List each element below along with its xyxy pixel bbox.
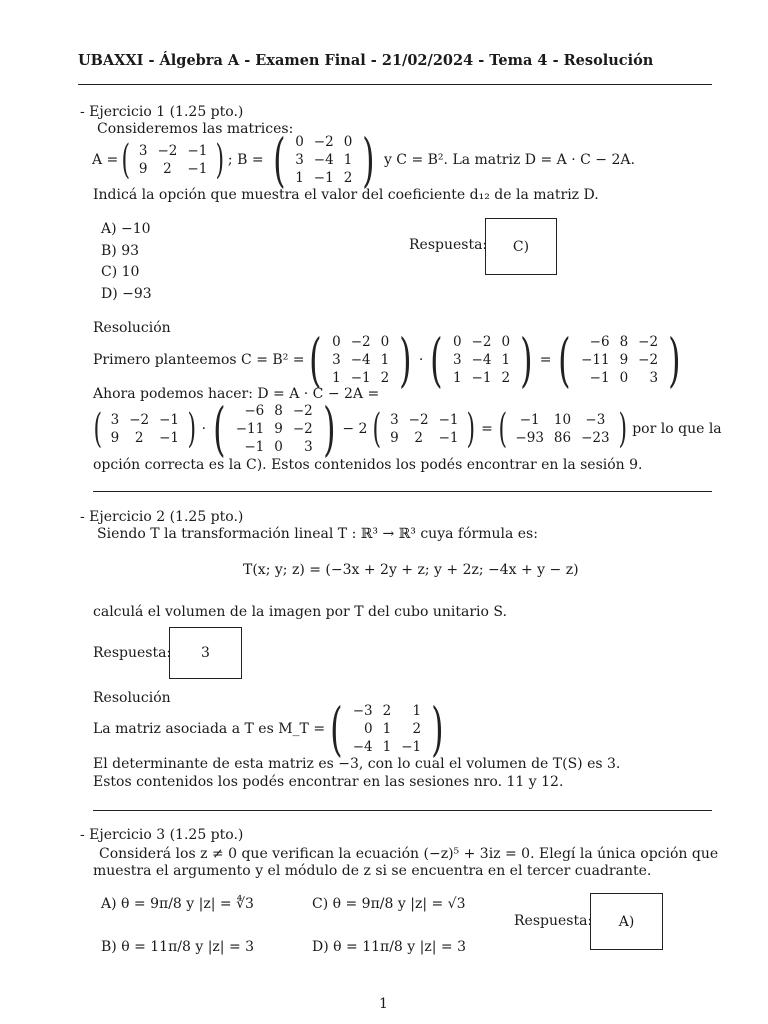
ej3-answer: A): [618, 913, 635, 930]
ej1-option-a: A) −10: [101, 221, 151, 237]
matrix-cell: −2: [408, 412, 429, 428]
ej2-question: calculá el volumen de la imagen por T del cubo unitario S.: [93, 604, 507, 620]
matrix-row: [448, 351, 515, 369]
matrix-cell: −4: [313, 152, 334, 168]
matrix-row: [231, 438, 318, 456]
matrix-cell: 86: [553, 430, 572, 446]
matrix-row: [385, 411, 463, 429]
matrix-row: [231, 402, 318, 420]
matrix-cell: 1: [343, 152, 353, 168]
matrix-B: ( 0 −2 0 3 −4 1 1 −1 2 ): [272, 126, 375, 194]
header-rule: [78, 84, 712, 85]
matrix-cell: 9: [274, 421, 283, 437]
matrix-cell: −1: [159, 412, 180, 428]
matrix-row: [134, 160, 212, 178]
matrix-cell: 1: [382, 721, 392, 737]
matrix-D: ( −1 10 −3 −93 86 −23 ): [498, 406, 627, 452]
ej2-resol-text1: La matriz asociada a T es M_T =: [93, 721, 326, 737]
matrix-cell: −1: [187, 161, 208, 177]
matrix-C-1: ( −6 8 −2 −11 9 −2 −1 0 3 ): [213, 395, 336, 463]
matrix-cell: −4: [471, 352, 492, 368]
matrix-cell: 10: [553, 412, 572, 428]
matrix-row: [106, 429, 184, 447]
matrix-cell: −1: [159, 430, 180, 446]
matrix-cell: 2: [134, 430, 144, 446]
matrix-cell: 0: [295, 134, 304, 150]
matrix-cell: 1: [382, 739, 392, 755]
matrix-cell: −2: [638, 352, 659, 368]
ej1-resol-text1: Primero planteemos C = B² =: [93, 352, 305, 368]
matrix-cell: −1: [244, 439, 265, 455]
divider-1: [93, 491, 712, 492]
matrix-cell: 2: [382, 703, 392, 719]
matrix-cell: 2: [343, 170, 353, 186]
matrix-cell: −2: [292, 421, 313, 437]
matrix-cell: 0: [364, 721, 373, 737]
matrix-cell: −2: [350, 334, 371, 350]
ej2-line2: El determinante de esta matriz es −3, con lo cual el volumen de T(S) es 3.: [93, 756, 621, 772]
matrix-cell: −11: [235, 421, 265, 437]
matrix-cell: −1: [313, 170, 334, 186]
matrix-B-1: ( 0 −2 0 3 −4 1 1 −1 2 ): [309, 326, 412, 394]
matrix-cell: 3: [390, 412, 399, 428]
matrix-cell: 2: [380, 370, 390, 386]
ej1-heading: - Ejercicio 1 (1.25 pto.): [80, 104, 244, 120]
matrix-row: [448, 369, 515, 387]
ej1-resol-line2: Ahora podemos hacer: D = A · C − 2A =: [93, 386, 380, 402]
ej1-after-B: y C = B². La matriz D = A · C − 2A.: [383, 152, 635, 168]
matrix-cell: 2: [501, 370, 511, 386]
matrix-cell: 0: [501, 334, 511, 350]
ej2-line3: Estos contenidos los podés encontrar en las sesiones nro. 11 y 12.: [93, 774, 564, 790]
ej1-A-label: A =: [92, 152, 119, 168]
ej3-answer-box: [590, 893, 663, 950]
ej1-resol-line1: Primero planteemos C = B² = ( 0 −2 0 3 −4 1 1 −1 2 ) · ( 0 −2 0 3 −4 1 1 −1 2 ) = ( −6 8 −2 −11 9 −2 −1 0 3 ): [93, 333, 686, 387]
matrix-cell: −3: [585, 412, 606, 428]
ej3-option-b: B) θ = 11π/8 y |z| = 3: [101, 939, 255, 955]
matrix-cell: 0: [274, 439, 283, 455]
matrix-cell: −2: [471, 334, 492, 350]
matrix-row: [327, 369, 394, 387]
matrix-row: [448, 333, 515, 351]
matrix-row: [290, 169, 357, 187]
ej1-answer: C): [512, 238, 530, 255]
ej1-tail2: opción correcta es la C). Estos contenidos los podés encontrar en la sesión 9.: [93, 457, 643, 473]
matrix-C: ( −6 8 −2 −11 9 −2 −1 0 3 ): [558, 326, 681, 394]
ej3-heading: - Ejercicio 3 (1.25 pto.): [80, 827, 244, 843]
ej3-option-a: A) θ = 9π/8 y |z| = ∜3: [101, 896, 254, 912]
matrix-cell: −3: [352, 703, 373, 719]
ej2-answer-box: [169, 627, 242, 679]
matrix-cell: 3: [295, 152, 304, 168]
matrix-cell: −2: [638, 334, 659, 350]
matrix-cell: 8: [274, 403, 283, 419]
matrix-cell: 1: [332, 370, 341, 386]
matrix-B-2: ( 0 −2 0 3 −4 1 1 −1 2 ): [430, 326, 533, 394]
matrix-row: [327, 351, 394, 369]
matrix-cell: 3: [110, 412, 120, 428]
matrix-cell: 8: [619, 334, 629, 350]
matrix-row: [106, 411, 184, 429]
ej1-resolucion-title: Resolución: [93, 320, 171, 336]
matrix-row: [576, 369, 663, 387]
matrix-cell: 9: [390, 430, 399, 446]
ej1-question: Indicá la opción que muestra el valor del coeficiente d₁₂ de la matriz D.: [93, 187, 599, 203]
matrix-row: [510, 429, 614, 447]
matrix-cell: −1: [589, 370, 610, 386]
matrix-row: [348, 702, 426, 720]
ej3-option-d: D) θ = 11π/8 y |z| = 3: [312, 939, 466, 955]
ej2-formula: T(x; y; z) = (−3x + 2y + z; y + 2z; −4x + y − z): [243, 562, 579, 578]
ej1-intro: Consideremos las matrices:: [97, 121, 294, 137]
matrix-cell: −1: [438, 430, 459, 446]
matrix-cell: 3: [452, 352, 462, 368]
ej1-options: [101, 219, 152, 305]
matrix-row: [290, 151, 357, 169]
matrix-cell: −6: [244, 403, 265, 419]
matrix-cell: −23: [581, 430, 610, 446]
ej1-option-c: C) 10: [101, 264, 140, 280]
ej1-answer-box: [485, 218, 557, 275]
matrix-cell: 0: [343, 134, 353, 150]
matrix-cell: −1: [187, 143, 208, 159]
matrix-cell: −93: [515, 430, 544, 446]
matrix-row: [231, 420, 318, 438]
matrix-cell: −11: [581, 352, 610, 368]
ej2-heading: - Ejercicio 2 (1.25 pto.): [80, 509, 244, 525]
matrix-cell: 0: [380, 334, 390, 350]
matrix-row: [576, 333, 663, 351]
matrix-row: [385, 429, 463, 447]
matrix-cell: 9: [110, 430, 120, 446]
matrix-cell: −2: [313, 134, 334, 150]
matrix-row: [510, 411, 614, 429]
matrix-cell: −2: [292, 403, 313, 419]
matrix-row: [576, 351, 663, 369]
matrix-cell: 3: [304, 439, 313, 455]
matrix-cell: −1: [438, 412, 459, 428]
matrix-row: [348, 720, 426, 738]
matrix-cell: 3: [332, 352, 341, 368]
ej1-option-d: D) −93: [101, 285, 152, 302]
matrix-cell: −1: [519, 412, 540, 428]
matrix-cell: 1: [501, 352, 511, 368]
ej3-respuesta-label: Respuesta:: [514, 913, 593, 929]
page-number: 1: [379, 996, 388, 1012]
matrix-cell: 2: [414, 430, 423, 446]
ej3-line1: Considerá los z ≠ 0 que verifican la ecuación (−z)⁵ + 3iz = 0. Elegí la única opción que: [99, 846, 719, 862]
matrix-cell: −4: [352, 739, 373, 755]
matrix-cell: 3: [138, 143, 148, 159]
matrix-cell: 1: [452, 370, 462, 386]
ej3-line2: muestra el argumento y el módulo de z si se encuentra en el tercer cuadrante.: [93, 863, 652, 879]
matrix-cell: −2: [129, 412, 150, 428]
matrix-cell: 9: [619, 352, 629, 368]
matrix-cell: 2: [163, 161, 172, 177]
matrix-cell: −4: [350, 352, 371, 368]
matrix-M: ( −3 2 1 0 1 2 −4 1 −1 ): [330, 695, 444, 763]
matrix-cell: 1: [412, 703, 422, 719]
matrix-cell: 1: [295, 170, 304, 186]
matrix-A: ( 3 −2 −1 9 2 −1 ): [121, 137, 225, 183]
matrix-A-2: ( 3 −2 −1 9 2 −1 ): [372, 406, 476, 452]
matrix-cell: −1: [350, 370, 371, 386]
ej2-resolucion-title: Resolución: [93, 690, 171, 706]
ej1-tail1: por lo que la: [632, 421, 722, 437]
ej2-answer: 3: [201, 645, 210, 661]
ej1-B-label: ; B =: [227, 152, 264, 168]
ej2-respuesta-label: Respuesta:: [93, 645, 172, 661]
matrix-row: [290, 133, 357, 151]
matrix-cell: 3: [649, 370, 659, 386]
matrix-cell: −1: [401, 739, 422, 755]
matrix-row: [327, 333, 394, 351]
matrix-cell: 1: [380, 352, 390, 368]
matrix-cell: 9: [138, 161, 148, 177]
ej1-option-b: B) 93: [101, 242, 140, 259]
ej1-resol-line3: ( 3 −2 −1 9 2 −1 ) · ( −6 8 −2 −11 9 −2 −1 0 3 ) − 2 ( 3 −2 −1 9 2 −1 ) = ( −1 10 −3 −93 86 −23 ) por lo que la: [90, 402, 722, 456]
matrix-cell: −1: [471, 370, 492, 386]
ej2-intro: Siendo T la transformación lineal T : ℝ³ → ℝ³ cuya fórmula es:: [97, 526, 538, 542]
matrix-row: [348, 738, 426, 756]
matrix-cell: 0: [332, 334, 341, 350]
matrix-A-1: ( 3 −2 −1 9 2 −1 ): [93, 406, 197, 452]
matrix-cell: 2: [412, 721, 422, 737]
matrix-cell: 0: [452, 334, 462, 350]
ej3-option-c: C) θ = 9π/8 y |z| = √3: [312, 896, 466, 912]
divider-2: [93, 810, 712, 811]
matrix-cell: −2: [157, 143, 178, 159]
matrix-cell: 0: [619, 370, 629, 386]
page-title: UBAXXI - Álgebra A - Examen Final - 21/02/2024 - Tema 4 - Resolución: [78, 52, 654, 69]
matrix-row: [134, 142, 212, 160]
ej1-respuesta-label: Respuesta:: [409, 237, 488, 253]
matrix-cell: −6: [589, 334, 610, 350]
